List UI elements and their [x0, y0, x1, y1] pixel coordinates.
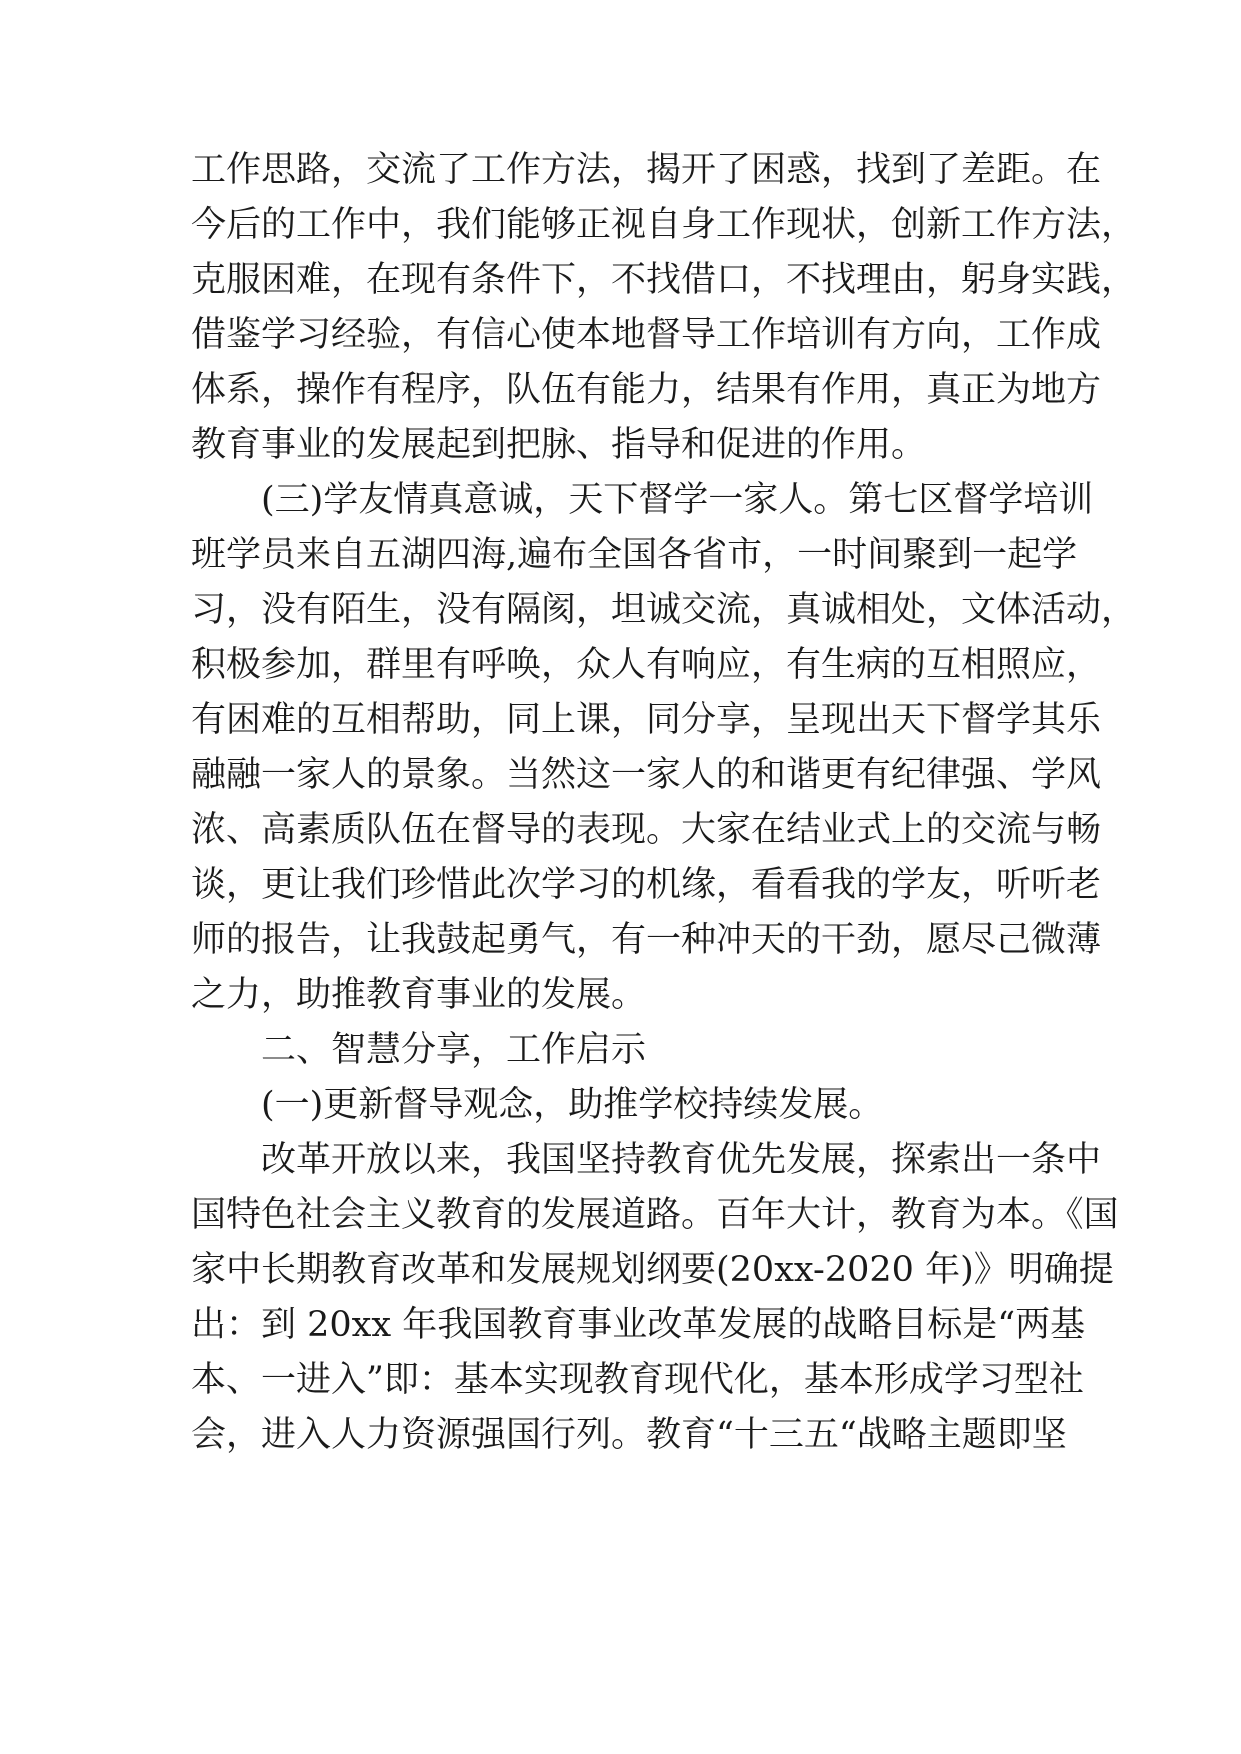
paragraph-line: 习，没有陌生，没有隔阂，坦诚交流，真诚相处，文体活动，: [191, 590, 1137, 630]
paragraph-line: 教育事业的发展起到把脉、指导和促进的作用。: [191, 425, 927, 465]
paragraph-line: 今后的工作中，我们能够正视自身工作现状，创新工作方法，: [191, 205, 1137, 245]
subsection-heading-1: (一)更新督导观念，助推学校持续发展。: [261, 1085, 884, 1125]
section-heading-2: 二、智慧分享，工作启示: [261, 1030, 647, 1070]
paragraph-line: 借鉴学习经验，有信心使本地督导工作培训有方向，工作成: [191, 315, 1102, 355]
paragraph-line: 国特色社会主义教育的发展道路。百年大计，教育为本。《国: [191, 1195, 1119, 1235]
paragraph-line: 本、一进入”即：基本实现教育现代化，基本形成学习型社: [191, 1360, 1084, 1400]
paragraph-line: 班学员来自五湖四海,遍布全国各省市，一时间聚到一起学: [191, 535, 1078, 575]
paragraph-line: 会，进入人力资源强国行列。教育“十三五“战略主题即坚: [191, 1415, 1067, 1455]
paragraph-line: 改革开放以来，我国坚持教育优先发展，探索出一条中: [261, 1140, 1102, 1180]
paragraph-line: 家中长期教育改革和发展规划纲要(20xx-2020 年)》明确提: [191, 1250, 1114, 1290]
section-heading-3: (三)学友情真意诚，天下督学一家人。第七区督学培训: [261, 480, 1094, 520]
paragraph-line: 有困难的互相帮助，同上课，同分享，呈现出天下督学其乐: [191, 700, 1102, 740]
paragraph-line: 出：到 20xx 年我国教育事业改革发展的战略目标是“两基: [191, 1305, 1086, 1345]
paragraph-line: 之力，助推教育事业的发展。: [191, 975, 647, 1015]
paragraph-line: 谈，更让我们珍惜此次学习的机缘，看看我的学友，听听老: [191, 865, 1102, 905]
paragraph-line: 浓、高素质队伍在督导的表现。大家在结业式上的交流与畅: [191, 810, 1102, 850]
paragraph-line: 工作思路，交流了工作方法，揭开了困惑，找到了差距。在: [191, 150, 1102, 190]
paragraph-line: 融融一家人的景象。当然这一家人的和谐更有纪律强、学风: [191, 755, 1102, 795]
paragraph-line: 积极参加，群里有呼唤，众人有响应，有生病的互相照应，: [191, 645, 1102, 685]
paragraph-line: 师的报告，让我鼓起勇气，有一种冲天的干劲，愿尽己微薄: [191, 920, 1102, 960]
paragraph-line: 体系，操作有程序，队伍有能力，结果有作用，真正为地方: [191, 370, 1102, 410]
paragraph-line: 克服困难，在现有条件下，不找借口，不找理由，躬身实践，: [191, 260, 1137, 300]
